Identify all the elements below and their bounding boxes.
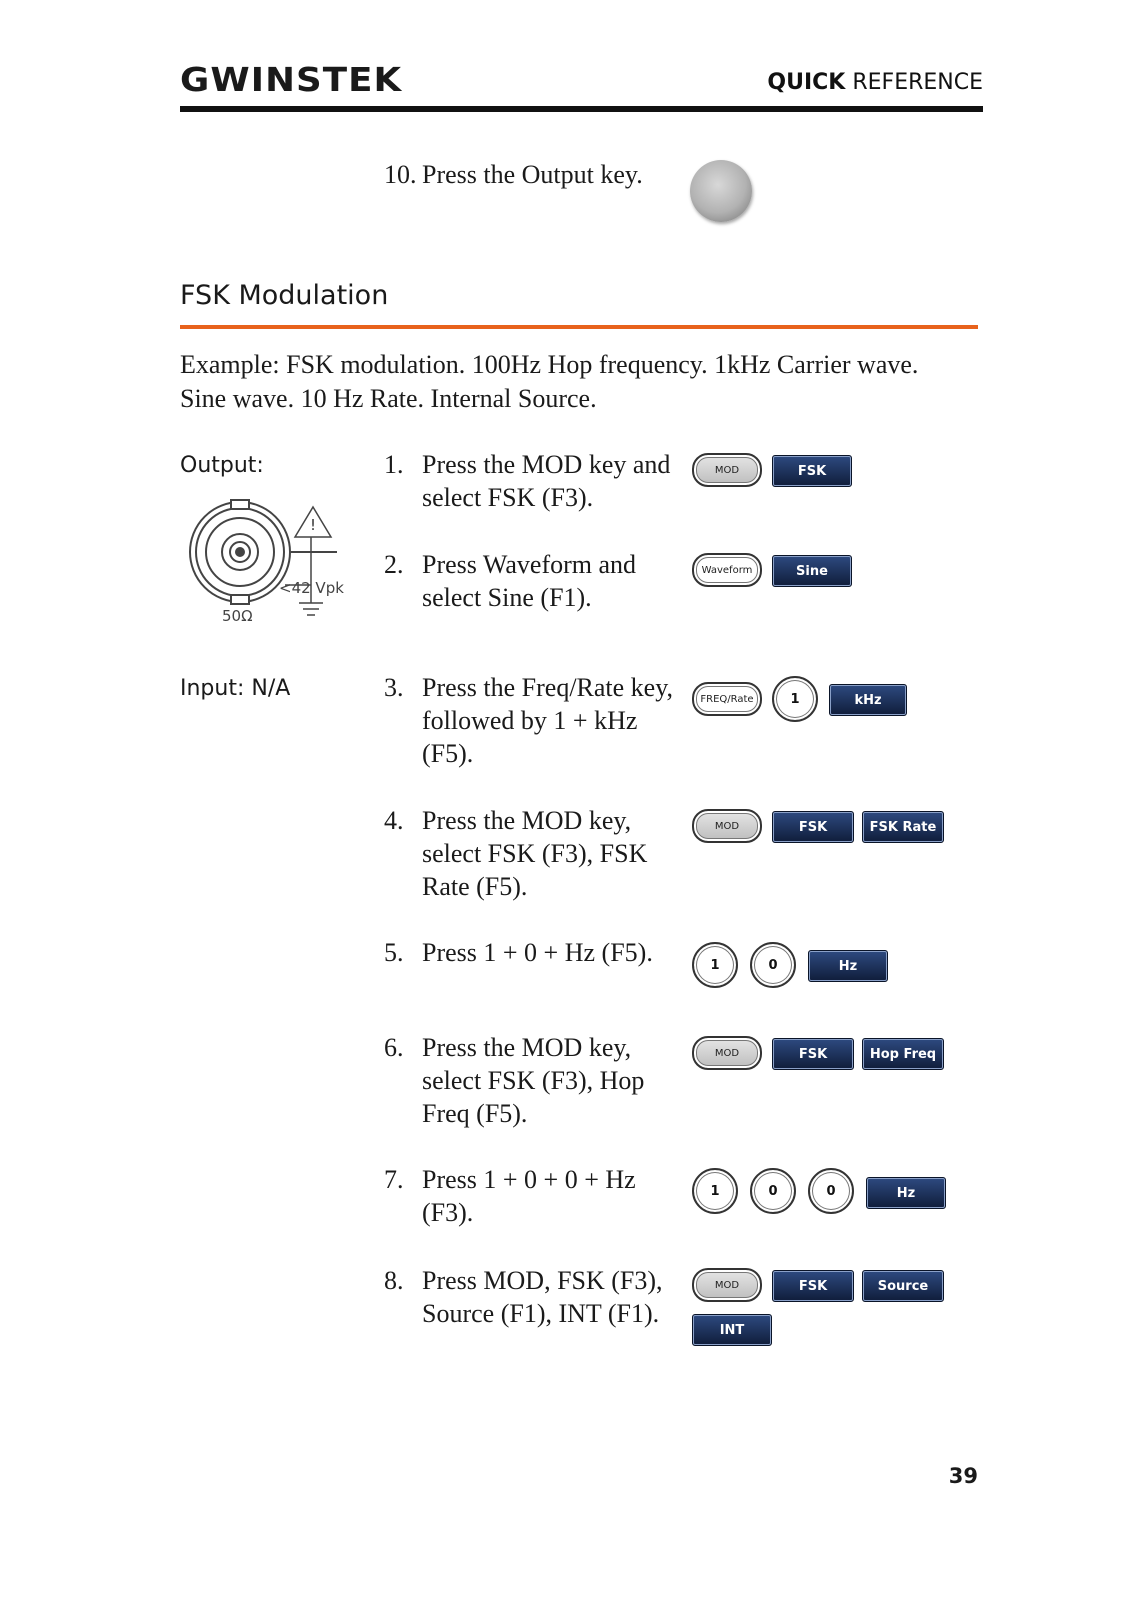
digit-1-key[interactable]: 1 — [692, 942, 738, 988]
source-softkey[interactable]: Source — [862, 1270, 944, 1302]
hz-softkey[interactable]: Hz — [808, 950, 888, 982]
output-key-button[interactable] — [690, 160, 752, 222]
mod-key[interactable]: MOD — [692, 453, 762, 487]
step-number: 10. — [384, 160, 417, 189]
digit-0-key[interactable]: 0 — [750, 942, 796, 988]
mod-key[interactable]: MOD — [692, 809, 762, 843]
fsk-softkey[interactable]: FSK — [772, 1038, 854, 1070]
step-number: 6. — [384, 1033, 404, 1062]
digit-0-key[interactable]: 0 — [808, 1168, 854, 1214]
example-description: Example: FSK modulation. 100Hz Hop frequency. 1kHz Carrier wave. Sine wave. 10 Hz Rate. Internal Source. — [180, 350, 919, 413]
step-text: Press Waveform and select Sine (F1). — [422, 550, 637, 612]
section-divider — [180, 325, 978, 329]
fsk-softkey[interactable]: FSK — [772, 1270, 854, 1302]
warning-mark: ! — [310, 516, 317, 534]
step-text: Press the MOD key, select FSK (F3), Hop Freq (F5). — [422, 1033, 645, 1128]
waveform-key[interactable]: Waveform — [692, 553, 762, 587]
freq-rate-key[interactable]: FREQ/Rate — [692, 682, 762, 716]
step-text: Press MOD, FSK (F3), Source (F1), INT (F1). — [422, 1266, 663, 1328]
output-label: Output: — [180, 453, 264, 478]
digit-1-key[interactable]: 1 — [772, 676, 818, 722]
fsk-rate-softkey[interactable]: FSK Rate — [862, 811, 944, 843]
mod-key[interactable]: MOD — [692, 1036, 762, 1070]
khz-softkey[interactable]: kHz — [829, 684, 907, 716]
page-number: 39 — [948, 1464, 978, 1488]
step-number: 1. — [384, 450, 404, 479]
voltage-limit-label: <42 Vpk — [279, 579, 344, 597]
step-text: Press 1 + 0 + 0 + Hz (F3). — [422, 1165, 636, 1227]
impedance-label: 50Ω — [222, 607, 253, 625]
hop-freq-softkey[interactable]: Hop Freq — [862, 1038, 944, 1070]
step-text: Press the MOD key, select FSK (F3), FSK Rate (F5). — [422, 806, 648, 901]
mod-key[interactable]: MOD — [692, 1268, 762, 1302]
fsk-softkey[interactable]: FSK — [772, 455, 852, 487]
step-text: Press the Freq/Rate key, followed by 1 + kHz (F5). — [422, 673, 674, 768]
step-text: Press the MOD key and select FSK (F3). — [422, 450, 671, 512]
bnc-output-connector-icon — [185, 495, 345, 635]
quick-label: QUICK — [767, 70, 846, 95]
input-label: Input: N/A — [180, 676, 291, 701]
vpk-value: 42 Vpk — [291, 579, 344, 597]
digit-1-key[interactable]: 1 — [692, 1168, 738, 1214]
gwinstek-logo: GWINSTEK — [180, 60, 403, 99]
step-number: 2. — [384, 550, 404, 579]
step-number: 8. — [384, 1266, 404, 1295]
section-title: FSK Modulation — [180, 280, 389, 311]
step-number: 4. — [384, 806, 404, 835]
step-text: Press 1 + 0 + Hz (F5). — [422, 938, 653, 967]
sine-softkey[interactable]: Sine — [772, 555, 852, 587]
reference-label: REFERENCE — [845, 70, 983, 95]
step-text: Press the Output key. — [422, 160, 643, 189]
header-divider — [180, 106, 983, 112]
fsk-softkey[interactable]: FSK — [772, 811, 854, 843]
step-number: 3. — [384, 673, 404, 702]
quick-reference-header — [767, 70, 983, 95]
digit-0-key[interactable]: 0 — [750, 1168, 796, 1214]
step-number: 5. — [384, 938, 404, 967]
hz-softkey[interactable]: Hz — [866, 1177, 946, 1209]
step-number: 7. — [384, 1165, 404, 1194]
int-softkey[interactable]: INT — [692, 1314, 772, 1346]
